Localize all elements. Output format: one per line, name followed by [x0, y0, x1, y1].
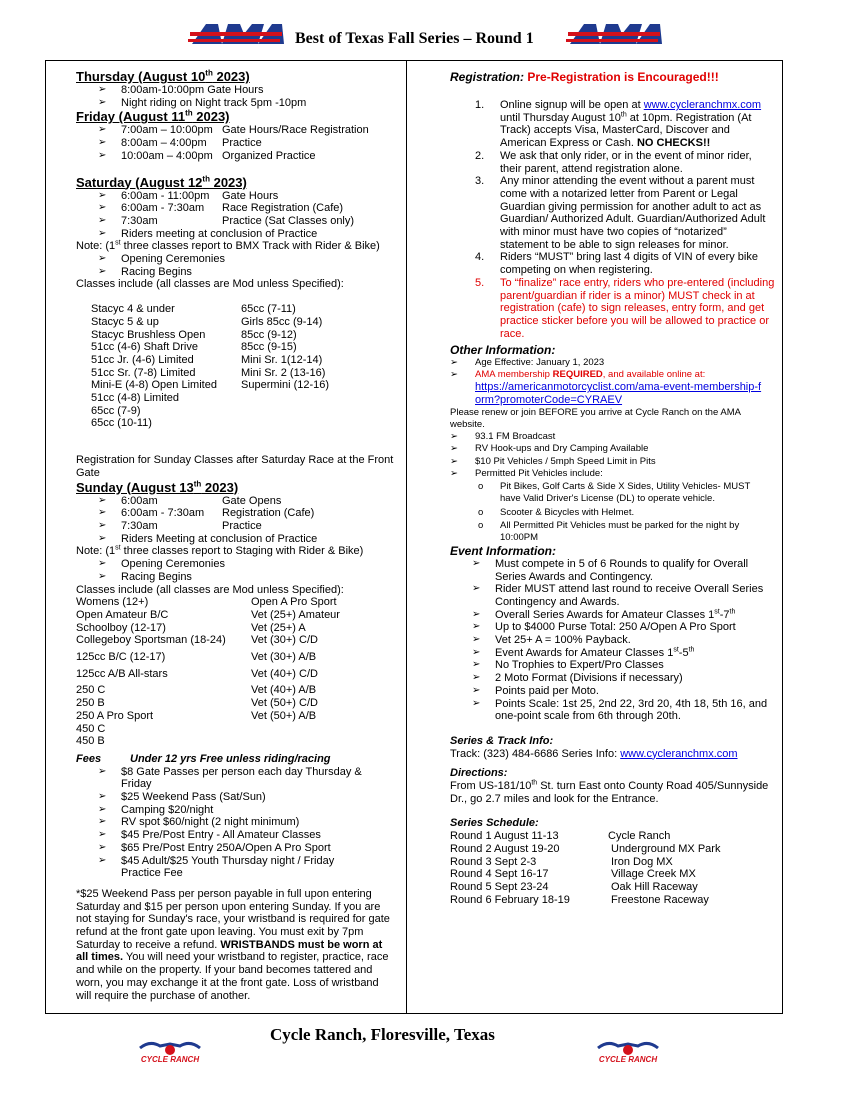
- list-item: ➢ AMA membership REQUIRED, and available online at:: [450, 369, 706, 381]
- ama-logo-left: [188, 20, 284, 48]
- list-item: ➢ Camping $20/night: [98, 803, 214, 816]
- class-item: Girls 85cc (9-14): [241, 315, 323, 328]
- svg-text:CYCLE RANCH: CYCLE RANCH: [598, 1055, 658, 1064]
- class-item: Mini-E (4-8) Open Limited: [91, 379, 217, 392]
- list-item: 5. To “finalize” race entry, riders who pre-entered (including parent/guardian if rider is a minor) MUST check in at registration (cafe) to sign releases, entry form, and get practice sticker before you will be allowed to practice or race.: [475, 276, 775, 340]
- series-track-heading: Series & Track Info:: [450, 734, 554, 747]
- list-item: ➢ No Trophies to Expert/Pro Classes: [472, 659, 664, 672]
- list-item: ➢ 7:00am – 10:00pm Gate Hours/Race Registration: [98, 124, 369, 137]
- fees-heading: Fees Under 12 yrs Free unless riding/racing: [76, 752, 331, 765]
- list-item: ➢ Racing Begins: [98, 570, 192, 583]
- list-item: ➢ 93.1 FM Broadcast: [450, 431, 556, 443]
- list-item: ➢ Vet 25+ A = 100% Payback.: [472, 634, 631, 647]
- sunday-note: Note: (1st three classes report to Staging with Rider & Bike): [76, 544, 364, 558]
- list-item: ➢ Event Awards for Amateur Classes 1st-5th: [472, 646, 695, 659]
- list-item: o Pit Bikes, Golf Carts & Side X Sides, Utility Vehicles- MUST have Valid Driver's License (DL) to operate vehicle.: [478, 481, 751, 505]
- class-item: 51cc Jr. (4-6) Limited: [91, 353, 194, 366]
- ama-logo-right: [566, 20, 662, 48]
- list-item: ➢ Rider MUST attend last round to receive Overall Series Contingency and Awards.: [472, 583, 764, 608]
- right-column: [450, 69, 776, 906]
- class-item: 65cc (10-11): [91, 417, 152, 430]
- list-item: ➢ Opening Ceremonies: [98, 253, 225, 266]
- saturday-note: Note: (1st three classes report to BMX Track with Rider & Bike): [76, 239, 380, 253]
- schedule-row: Round 5 Sept 23-24 Oak Hill Raceway: [450, 880, 698, 893]
- friday-heading: Friday (August 11th 2023): [76, 109, 230, 125]
- sunday-registration-note: Registration for Sunday Classes after Saturday Race at the Front Gate: [76, 454, 394, 479]
- list-item: ➢ Night riding on Night track 5pm -10pm: [98, 96, 307, 109]
- directions-heading: Directions:: [450, 767, 508, 780]
- class-item: 51cc (4-6) Shaft Drive: [91, 341, 198, 354]
- arrow-bullet-icon: ➢: [98, 96, 107, 108]
- class-item: Mini Sr. 1(12-14): [241, 353, 323, 366]
- list-item: ➢ RV spot $60/night (2 night minimum): [98, 816, 300, 829]
- list-item: ➢ 8:00am – 4:00pm Practice: [98, 137, 262, 150]
- series-schedule-heading: Series Schedule:: [450, 817, 539, 830]
- list-item: o All Permitted Pit Vehicles must be parked for the night by 10:00PM: [478, 519, 740, 543]
- weekend-pass-note: *$25 Weekend Pass per person payable in full upon entering Saturday and $15 per person upon entering Sunday. If you are not staying for Sunday's race, your wristband is required for gate refund at the front gate upon leaving. You must exit by 7pm Saturday to receive a refund. WRISTBANDS must be worn at all times. You will need your wristband to register, practice, race and while on the property. If your band becomes tattered and worn, you may exchange it at the front gate. Loss of wristband will require the purchase of another.: [76, 887, 390, 1002]
- other-info-heading: Other Information:: [450, 343, 556, 358]
- list-item: o Scooter & Bicycles with Helmet.: [478, 506, 635, 518]
- class-item: Mini Sr. 2 (13-16): [241, 366, 326, 379]
- list-item: ➢ 6:00am Gate Opens: [98, 494, 282, 507]
- saturday-heading: Saturday (August 12th 2023): [76, 174, 247, 190]
- list-item: ➢ $65 Pre/Post Entry 250A/Open A Pro Sport: [98, 841, 331, 854]
- list-item: ➢ 2 Moto Format (Divisions if necessary): [472, 672, 683, 685]
- list-item: ➢ Riders Meeting at conclusion of Practice: [98, 532, 318, 545]
- list-item: ➢ 6:00am - 7:30am Race Registration (Cafe): [98, 202, 344, 215]
- sunday-classes: Womens (12+) Open A Pro Sport Open Amateur B/C Vet (25+) Amateur Schoolboy (12-17) Vet (25+) A Collegeboy Sportsman (18-24) Vet (30+) C/D 125cc B/C (12-17) Vet (30+) A/B 125cc A/B All-stars Vet (40+) C/D 250 C Vet (40+) A/B 250 B Vet (50+) C/D 250 A Pro Sport Vet (50+) A/B 450 C 450 B: [76, 596, 340, 748]
- class-item: Stacyc 4 & under: [91, 303, 175, 316]
- list-item: ➢ $45 Adult/$25 Youth Thursday night / Friday Practice Fee: [98, 854, 335, 880]
- class-item: Stacyc 5 & up: [91, 315, 159, 328]
- list-item: 3. Any minor attending the event without a parent must come with a notarized letter from Parent or Legal Guardian giving permission for another adult to act as Guardian/ Authorized Adult. Guardian/Authorized Adult with minor must have two copies of “notarized” statement to be able to sign releases for minor.: [475, 175, 766, 251]
- saturday-classes-intro: Classes include (all classes are Mod unless Specified):: [76, 278, 344, 291]
- arrow-bullet-icon: ➢: [98, 84, 107, 95]
- track-phone: Track: (323) 484-6686 Series Info: www.cycleranchmx.com: [450, 747, 738, 760]
- thursday-heading: Thursday (August 10th 2023): [76, 68, 250, 84]
- svg-text:CYCLE RANCH: CYCLE RANCH: [140, 1055, 200, 1064]
- list-item: ➢ Must compete in 5 of 6 Rounds to qualify for Overall Series Awards and Contingency.: [472, 557, 749, 583]
- series-info-link[interactable]: www.cycleranchmx.com: [620, 747, 738, 760]
- list-item: ➢ $8 Gate Passes per person each day Thursday & Friday: [98, 765, 362, 791]
- list-item: ➢ 8:00am-10:00pm Gate Hours: [98, 84, 264, 96]
- list-item: ➢ 6:00am - 7:30am Registration (Cafe): [98, 507, 315, 520]
- list-item: ➢ 7:30am Practice: [98, 519, 262, 532]
- list-item: ➢ Permitted Pit Vehicles include:: [450, 467, 603, 479]
- left-column: [76, 69, 401, 1002]
- list-item: ➢ $25 Weekend Pass (Sat/Sun): [98, 791, 266, 804]
- list-item: ➢ 10:00am – 4:00pm Organized Practice: [98, 149, 316, 162]
- class-item: 85cc (9-12): [241, 328, 297, 341]
- class-item: 65cc (7-11): [241, 303, 296, 316]
- list-item: ➢ 6:00am - 11:00pm Gate Hours: [98, 189, 279, 202]
- saturday-classes: [76, 303, 401, 430]
- list-item: ➢ $45 Pre/Post Entry - All Amateur Classes: [98, 829, 321, 842]
- sunday-classes-intro: Classes include (all classes are Mod unless Specified):: [76, 583, 344, 596]
- schedule-row: Round 1 August 11-13 Cycle Ranch: [450, 830, 671, 843]
- cycleranch-link[interactable]: www.cycleranchmx.com: [643, 99, 762, 111]
- cycle-ranch-logo-left: [130, 1040, 210, 1066]
- list-item: ➢ $10 Pit Vehicles / 5mph Speed Limit in Pits: [450, 455, 656, 467]
- cycle-ranch-logo-right: [588, 1040, 668, 1066]
- class-item: Stacyc Brushless Open: [91, 328, 206, 341]
- class-item: Supermini (12-16): [241, 379, 330, 392]
- directions-text: From US-181/10th St. turn East onto County Road 405/Sunnyside Dr., go 2.7 miles and look for the Entrance.: [450, 779, 769, 805]
- schedule-row: Round 6 February 18-19 Freestone Raceway: [450, 893, 709, 906]
- list-item: 1. Online signup will be open at www.cycleranchmx.com until Thursday August 10th at 10pm. Registration (At Track) accepts Visa, MasterCard, Discover and American Express or Cash. NO CHECKS!!: [475, 99, 762, 150]
- list-item: ➢ 7:30am Practice (Sat Classes only): [98, 214, 355, 227]
- schedule-row: Round 4 Sept 16-17 Village Creek MX: [450, 868, 696, 881]
- list-item: ➢ Age Effective: January 1, 2023: [450, 357, 605, 369]
- class-item: 51cc (4-8) Limited: [91, 392, 180, 405]
- ama-membership-link[interactable]: https://americanmotorcyclist.com/ama-event-membership-form?promoterCode=CYRAEV: [475, 381, 762, 407]
- list-item: 4. Riders “MUST” bring last 4 digits of VIN of every bike competing on when registering.: [475, 251, 758, 277]
- sunday-heading: Sunday (August 13th 2023): [76, 479, 239, 495]
- column-divider: [406, 60, 407, 1013]
- class-item: 65cc (7-9): [91, 404, 141, 417]
- event-info-heading: Event Information:: [450, 544, 557, 559]
- schedule-row: Round 2 August 19-20 Underground MX Park: [450, 842, 721, 855]
- list-item: ➢ RV Hook-ups and Dry Camping Available: [450, 443, 649, 455]
- list-item: ➢ Racing Begins: [98, 265, 192, 278]
- registration-heading: Registration: Pre-Registration is Encouraged!!!: [450, 70, 719, 84]
- schedule-row: Round 3 Sept 2-3 Iron Dog MX: [450, 855, 673, 868]
- class-item: 85cc (9-15): [241, 341, 297, 354]
- footer-title: Cycle Ranch, Floresville, Texas: [270, 1025, 495, 1044]
- list-item: ➢ Overall Series Awards for Amateur Classes 1st-7th: [472, 607, 736, 621]
- page-title: Best of Texas Fall Series – Round 1: [295, 30, 534, 47]
- renew-note: Please renew or join BEFORE you arrive at Cycle Ranch on the AMA website.: [450, 406, 741, 431]
- class-item: 51cc Sr. (7-8) Limited: [91, 366, 196, 379]
- list-item: ➢ Up to $4000 Purse Total: 250 A/Open A Pro Sport: [472, 621, 736, 634]
- list-item: ➢ Opening Ceremonies: [98, 558, 225, 571]
- list-item: ➢ Riders meeting at conclusion of Practice: [98, 227, 318, 240]
- list-item: ➢ Points paid per Moto.: [472, 684, 599, 697]
- list-item: 2. We ask that only rider, or in the event of minor rider, their parent, attend registration alone.: [475, 149, 752, 175]
- list-item: ➢ Points Scale: 1st 25, 2nd 22, 3rd 20, 4th 18, 5th 16, and one-point scale from 6th through 20th.: [472, 697, 768, 723]
